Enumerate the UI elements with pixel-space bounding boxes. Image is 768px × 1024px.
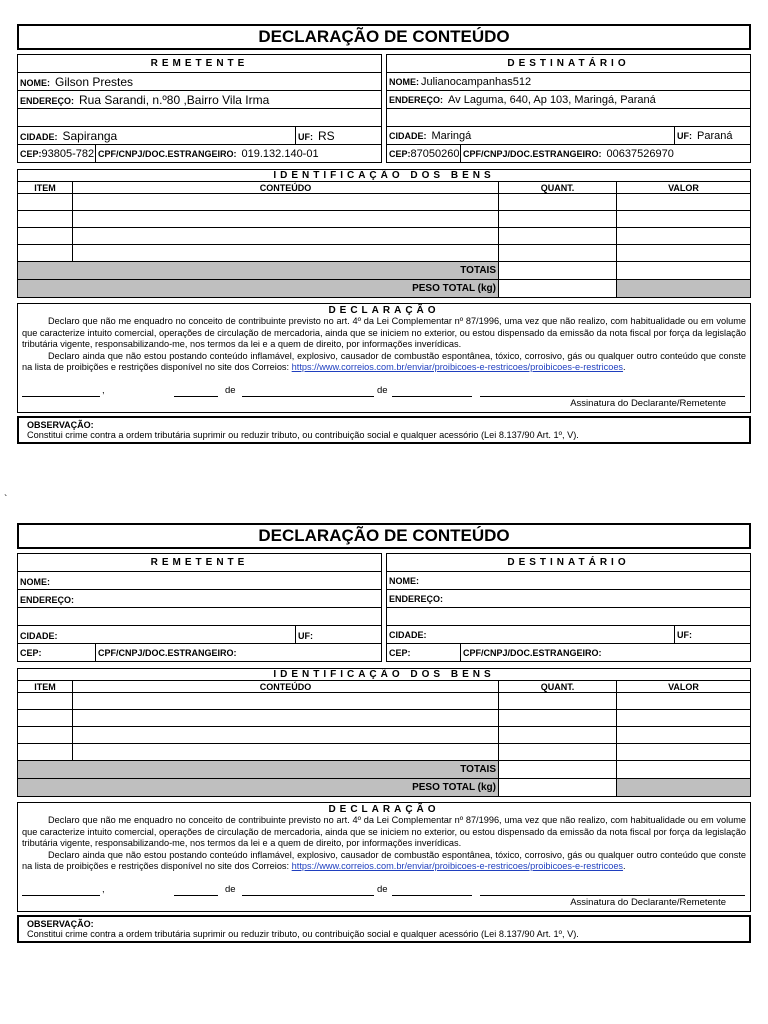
signature-line[interactable] — [480, 884, 745, 896]
totals-quant[interactable] — [499, 761, 617, 779]
signature-line[interactable] — [480, 385, 745, 397]
correios-link[interactable]: https://www.correios.com.br/enviar/proibicoes-e-restricoes/proibicoes-e-restricoes — [291, 861, 624, 872]
goods-heading: IDENTIFICAÇÃO DOS BENS — [18, 170, 751, 182]
recipient-name-field[interactable]: NOME: Julianocampanhas512 — [387, 73, 751, 91]
declaration-box — [17, 303, 751, 413]
sender-name-value: Gilson Prestes — [55, 74, 134, 89]
correios-link[interactable]: https://www.correios.com.br/enviar/proibicoes-e-restricoes/proibicoes-e-restricoes — [291, 362, 624, 373]
recipient-heading: DESTINATÁRIO — [387, 554, 751, 572]
totals-quant[interactable] — [499, 262, 617, 280]
sender-uf-field[interactable]: UF: RS — [295, 127, 381, 145]
recipient-city-field[interactable]: CIDADE: Maringá — [387, 127, 675, 145]
recipient-address-field[interactable]: ENDEREÇO: — [387, 590, 751, 608]
weight-value[interactable] — [499, 779, 617, 797]
sender-city-field[interactable]: CIDADE: — [18, 626, 296, 644]
form-title: DECLARAÇÃO DE CONTEÚDO — [17, 24, 751, 50]
recipient-uf-value: Paraná — [697, 129, 733, 142]
column-header-conteudo: CONTEÚDO — [73, 681, 499, 693]
sender-cep-field[interactable]: CEP:93805-782 — [18, 145, 96, 163]
column-header-valor: VALOR — [617, 681, 751, 693]
table-row — [18, 228, 751, 245]
table-row — [18, 710, 751, 727]
stray-mark: ` — [4, 494, 8, 505]
table-row — [18, 727, 751, 744]
recipient-city-field[interactable]: CIDADE: — [387, 626, 675, 644]
declaration-form-1 — [17, 24, 751, 444]
recipient-address-value: Av Laguma, 640, Ap 103, Maringá, Paraná — [448, 93, 656, 106]
column-header-conteudo: CONTEÚDO — [73, 182, 499, 194]
table-row — [18, 245, 751, 262]
recipient-section — [386, 553, 751, 662]
column-header-quant: QUANT. — [499, 681, 617, 693]
day-line[interactable] — [174, 884, 218, 896]
sender-cpf-field[interactable]: CPF/CNPJ/DOC.ESTRANGEIRO: — [96, 644, 382, 662]
recipient-section — [386, 54, 751, 163]
day-line[interactable] — [174, 385, 218, 397]
totals-label: TOTAIS — [18, 761, 499, 779]
declaration-paragraph-1: Declaro que não me enquadro no conceito de contribuinte previsto no art. 4º da Lei Complementar nº 87/1996, uma vez que não realizo, com habitualidade ou em volume que caracterize intuito comercial, operações de circulação de mercadoria, ainda que se iniciem no exterior, ou estou dispensado da emissão da nota fiscal por força da legislação tributária vigente, responsabilizando-me, nos termos da lei e a quem de direito, por informações inverídicas. — [22, 316, 746, 350]
sender-uf-value: RS — [317, 128, 335, 143]
weight-value[interactable] — [499, 280, 617, 298]
table-row — [18, 211, 751, 228]
sender-cep-field[interactable]: CEP: — [18, 644, 96, 662]
totals-valor[interactable] — [617, 262, 751, 280]
signature-area: , de de Assinatura do Declarante/Remetente — [22, 374, 746, 410]
place-line[interactable] — [22, 385, 100, 397]
sender-address-field[interactable]: ENDEREÇO: Rua Sarandi, n.º80 ,Bairro Vila Irma — [18, 91, 382, 109]
recipient-address-field[interactable]: ENDEREÇO: Av Laguma, 640, Ap 103, Maringá, Paraná — [387, 91, 751, 109]
declaration-box — [17, 802, 751, 912]
recipient-cep-field[interactable]: CEP:87050260 — [387, 145, 461, 163]
recipient-name-value: Julianocampanhas512 — [421, 75, 532, 88]
sender-address-field[interactable]: ENDEREÇO: — [18, 590, 382, 608]
recipient-name-field[interactable]: NOME: — [387, 572, 751, 590]
sender-cpf-field[interactable]: CPF/CNPJ/DOC.ESTRANGEIRO: 019.132.140-01 — [96, 145, 382, 163]
observation-text: Constitui crime contra a ordem tributária suprimir ou reduzir tributo, ou contribuição social e qualquer acessório (Lei 8.137/90 Art. 1º, V). — [27, 928, 579, 939]
year-line[interactable] — [392, 385, 472, 397]
recipient-uf-field[interactable]: UF: — [675, 626, 751, 644]
recipient-cep-field[interactable]: CEP: — [387, 644, 461, 662]
observation-label: OBSERVAÇÃO: — [27, 419, 94, 430]
sender-cpf-value: 019.132.140-01 — [241, 147, 319, 160]
month-line[interactable] — [242, 884, 374, 896]
declaration-paragraph-1: Declaro que não me enquadro no conceito de contribuinte previsto no art. 4º da Lei Complementar nº 87/1996, uma vez que não realizo, com habitualidade ou em volume que caracterize intuito comercial, operações de circulação de mercadoria, ainda que se iniciem no exterior, ou estou dispensado da emissão da nota fiscal por força da legislação tributária vigente, responsabilizando-me, nos termos da lei e a quem de direito, por informações inverídicas. — [22, 815, 746, 849]
recipient-cep-value: 87050260 — [410, 147, 460, 160]
observation-box — [17, 915, 751, 943]
weight-label: PESO TOTAL (kg) — [18, 779, 499, 797]
observation-label: OBSERVAÇÃO: — [27, 918, 94, 929]
table-row — [18, 693, 751, 710]
signature-caption: Assinatura do Declarante/Remetente — [570, 397, 726, 409]
sender-uf-field[interactable]: UF: — [295, 626, 381, 644]
table-row — [18, 194, 751, 211]
recipient-heading: DESTINATÁRIO — [387, 55, 751, 73]
sender-section — [17, 553, 382, 662]
place-line[interactable] — [22, 884, 100, 896]
observation-box — [17, 416, 751, 444]
goods-table — [17, 169, 751, 298]
sender-cep-value: 93805-782 — [41, 147, 95, 160]
column-header-quant: QUANT. — [499, 182, 617, 194]
sender-heading: REMETENTE — [18, 55, 382, 73]
recipient-cpf-field[interactable]: CPF/CNPJ/DOC.ESTRANGEIRO: 00637526970 — [461, 145, 751, 163]
declaration-paragraph-2: Declaro ainda que não estou postando conteúdo inflamável, explosivo, causador de combustão espontânea, tóxico, corrosivo, gás ou qualquer outro conteúdo que conste na lista de proibições e restrições disponível no site dos Correios: https://www.correios.com.br/enviar/proibicoes-e-restricoes/proibicoes-e-restricoes. — [22, 350, 746, 373]
observation-text: Constitui crime contra a ordem tributária suprimir ou reduzir tributo, ou contribuição social e qualquer acessório (Lei 8.137/90 Art. 1º, V). — [27, 429, 579, 440]
table-row — [18, 744, 751, 761]
sender-city-value: Sapiranga — [62, 128, 118, 143]
column-header-item: ITEM — [18, 182, 73, 194]
sender-heading: REMETENTE — [18, 554, 382, 572]
declaration-paragraph-2: Declaro ainda que não estou postando conteúdo inflamável, explosivo, causador de combustão espontânea, tóxico, corrosivo, gás ou qualquer outro conteúdo que conste na lista de proibições e restrições disponível no site dos Correios: https://www.correios.com.br/enviar/proibicoes-e-restricoes/proibicoes-e-restricoes. — [22, 849, 746, 872]
declaration-heading: DECLARAÇÃO — [328, 804, 440, 815]
goods-table — [17, 668, 751, 797]
recipient-city-value: Maringá — [431, 129, 472, 142]
sender-address-value: Rua Sarandi, n.º80 ,Bairro Vila Irma — [79, 92, 270, 107]
year-line[interactable] — [392, 884, 472, 896]
declaration-heading: DECLARAÇÃO — [328, 305, 440, 316]
recipient-uf-field[interactable]: UF: Paraná — [675, 127, 751, 145]
weight-label: PESO TOTAL (kg) — [18, 280, 499, 298]
sender-city-field[interactable]: CIDADE: Sapiranga — [18, 127, 296, 145]
signature-caption: Assinatura do Declarante/Remetente — [570, 896, 726, 908]
sender-section — [17, 54, 382, 163]
declaration-form-2 — [17, 523, 751, 943]
sender-name-field[interactable]: NOME: Gilson Prestes — [18, 73, 382, 91]
totals-valor[interactable] — [617, 761, 751, 779]
form-title: DECLARAÇÃO DE CONTEÚDO — [17, 523, 751, 549]
signature-area: , de de Assinatura do Declarante/Remetente — [22, 873, 746, 909]
column-header-valor: VALOR — [617, 182, 751, 194]
goods-heading: IDENTIFICAÇÃO DOS BENS — [18, 669, 751, 681]
month-line[interactable] — [242, 385, 374, 397]
recipient-cpf-field[interactable]: CPF/CNPJ/DOC.ESTRANGEIRO: — [461, 644, 751, 662]
recipient-cpf-value: 00637526970 — [606, 147, 674, 160]
totals-label: TOTAIS — [18, 262, 499, 280]
column-header-item: ITEM — [18, 681, 73, 693]
sender-name-field[interactable]: NOME: — [18, 572, 382, 590]
